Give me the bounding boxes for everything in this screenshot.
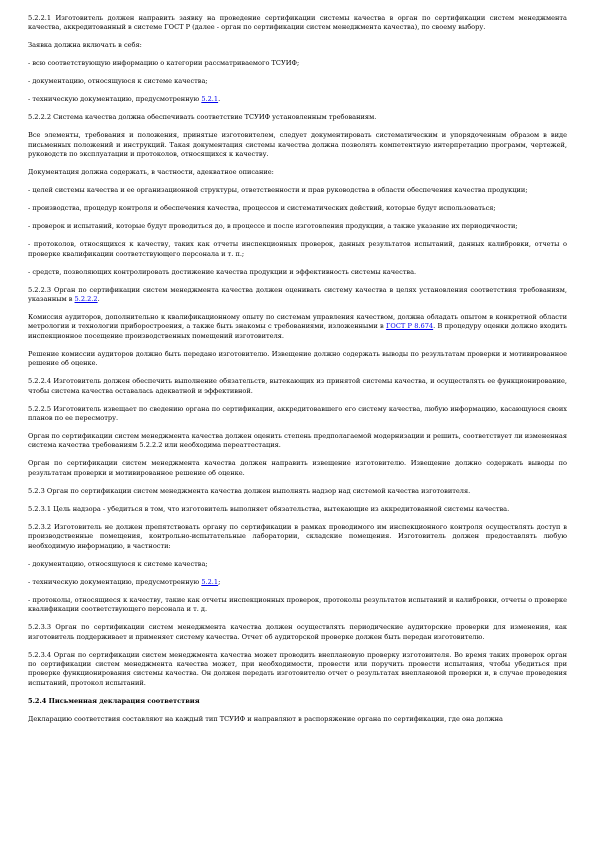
paragraph-text: Комиссия аудиторов, дополнительно к квалификационному опыту по системам управления качеством, должна обладать опытом в конкретной области метрологии и технологии приборостроения, а также быть знакомы с требованиями, изложенными в [28, 313, 567, 331]
paragraph-text: 5.2.3.2 Изготовитель не должен препятствовать органу по сертификации в рамках проводимого им инспекционного контроля осуществлять доступ в производственные помещения, контрольно-испытательные лаборатории, складские помещения. Изготовитель должен предоставлять любую необходимую информацию, в частности: [28, 522, 567, 550]
paragraph [28, 715, 567, 724]
paragraph-text: - техническую документацию, предусмотренную [28, 95, 202, 104]
paragraph [28, 697, 567, 706]
reference-link[interactable]: 5.2.2.2 [74, 295, 98, 304]
paragraph-text: Решение комиссии аудиторов должно быть передано изготовителю. Извещение должно содержать выводы по результатам проверки и мотивированное решение об оценке. [28, 349, 567, 368]
paragraph [28, 623, 567, 642]
paragraph [28, 578, 567, 587]
paragraph-text: Орган по сертификации систем менеджмента качества должен оценить степень предполагаемой модернизации и решить, соответствует ли измененная система качества требованиям 5.2.2.2 или необходима переаттестация. [28, 432, 567, 450]
paragraph [28, 240, 567, 259]
paragraph [28, 523, 567, 551]
reference-link[interactable]: ГОСТ Р 8.674 [386, 322, 434, 331]
paragraph [28, 350, 567, 369]
paragraph-text: Все элементы, требования и положения, принятые изготовителем, следует документировать систематическим и упорядоченным образом в виде письменных положений и инструкций. Такая документация системы качества должна позволять компетентную интерпретацию программ, чертежей, руководств по эксплуатации и протоколов, относящихся к качеству. [28, 131, 567, 159]
paragraph [28, 168, 567, 177]
paragraph-text: 5.2.3.3 Орган по сертификации систем менеджмента качества должен осуществлять периодические аудиторские проверки для изменения, как изготовитель поддерживает и применяет систему качества. Отчет об аудиторской проверке должен быть передан изготовителю. [28, 623, 567, 641]
paragraph-text: 5.2.2.2 Система качества должна обеспечивать соответствие ТСУИФ установленным требованиям. [28, 113, 377, 122]
paragraph-text: 5.2.3.4 Орган по сертификации систем менеджмента качества может проводить внеплановую проверку изготовителя. Во время таких проверок орган по сертификации систем менеджмента качества может, при необходимости, провести или поручить провести испытания, чтобы убедиться при проверке функционирования системы качества. Он должен передать изготовителю отчет о результатах внеплановой проверки и, в случае проведения испытаний, протокол испытаний. [28, 650, 567, 687]
paragraph-text: 5.2.3 Орган по сертификации систем менеджмента качества должен выполнять надзор над системой качества изготовителя. [28, 486, 471, 495]
paragraph [28, 131, 567, 159]
paragraph [28, 405, 567, 424]
paragraph-text: - целей системы качества и ее организационной структуры, ответственности и прав руководства в области обеспечения качества продукции; [28, 186, 528, 195]
paragraph-text: Орган по сертификации систем менеджмента качества должен направить извещение изготовителю. Извещение должно содержать выводы по результатам проверки и мотивированное решение об оценке. [28, 459, 567, 477]
paragraph [28, 286, 567, 305]
paragraph-text: - техническую документацию, предусмотренную [28, 577, 202, 586]
paragraph [28, 459, 567, 478]
paragraph-text: Документация должна содержать, в частности, адекватное описание: [28, 168, 274, 177]
paragraph-text: - протоколов, относящихся к качеству, таких как отчеты инспекционных проверок, данных результатов испытаний, данных калибровки, отчеты о проверке квалификации соответствующего персонала и т. п.; [28, 240, 567, 258]
paragraph-text: 5.2.2.5 Изготовитель извещает по сведению органа по сертификации, аккредитовавшего его систему качества, любую информацию, касающуюся своих планов по ее пересмотру. [28, 404, 567, 423]
paragraph-text: ; [218, 577, 221, 586]
paragraph-text: - протоколы, относящиеся к качеству, такие как отчеты инспекционных проверок, протоколы результатов испытаний и калибровки, отчеты о проверке квалификации соответствующего персонала и т. д. [28, 595, 567, 614]
paragraph [28, 77, 567, 86]
paragraph-text: - проверок и испытаний, которые будут проводиться до, в процессе и после изготовления продукции, а также указание их периодичности; [28, 222, 518, 231]
paragraph-text: - документацию, относящуюся к системе качества; [28, 559, 208, 568]
paragraph [28, 505, 567, 514]
paragraph [28, 204, 567, 213]
paragraph-text: - всю соответствующую информацию о категории рассматриваемого ТСУИФ; [28, 59, 300, 68]
paragraph [28, 268, 567, 277]
paragraph [28, 377, 567, 396]
paragraph-text: . [218, 95, 221, 104]
paragraph [28, 596, 567, 615]
paragraph-text: . В процедуру оценки должно входить инспекционное посещение производственных помещений изготовителя. [28, 322, 567, 340]
paragraph-text: 5.2.3.1 Цель надзора - убедиться в том, что изготовитель выполняет обязательства, вытекающие из аккредитованной системы качества. [28, 504, 510, 513]
paragraph-text: 5.2.2.1 Изготовитель должен направить заявку на проведение сертификации системы качества в орган по сертификации систем менеджмента качества, аккредитованный в системе ГОСТ Р (далее - орган по сертификации систем менеджмента качества), по своему выбору. [28, 14, 567, 32]
paragraph [28, 432, 567, 451]
paragraph [28, 59, 567, 68]
paragraph [28, 14, 567, 33]
paragraph-text: - документацию, относящуюся к системе качества; [28, 77, 208, 86]
paragraph [28, 186, 567, 195]
paragraph [28, 113, 567, 122]
paragraph [28, 651, 567, 689]
paragraph [28, 41, 567, 50]
paragraph [28, 560, 567, 569]
paragraph [28, 222, 567, 231]
paragraph-text: - производства, процедур контроля и обеспечения качества, процессов и систематических действий, которые будут использоваться; [28, 204, 496, 213]
paragraph-text: 5.2.2.3 Орган по сертификации систем менеджмента качества должен оценивать систему качества в целях установления соответствия требованиям, указанным в [28, 285, 567, 304]
paragraph-text: . [97, 295, 100, 304]
paragraph-text: Заявка должна включать в себя: [28, 41, 142, 50]
reference-link[interactable]: 5.2.1 [201, 577, 219, 586]
paragraph-text: Декларацию соответствия составляют на каждый тип ТСУИФ и направляют в распоряжение органа по сертификации, где она должна [28, 714, 503, 723]
paragraph-text: - средств, позволяющих контролировать достижение качества продукции и эффективность системы качества. [28, 267, 417, 276]
paragraph-text: 5.2.2.4 Изготовитель должен обеспечить выполнение обязательств, вытекающих из принятой системы качества, и осуществлять ее функционирование, чтобы система качества оставалась адекватной и эффективной. [28, 377, 567, 395]
paragraph [28, 95, 567, 104]
reference-link[interactable]: 5.2.1 [201, 95, 219, 104]
paragraph [28, 313, 567, 341]
paragraph [28, 487, 567, 496]
paragraph-text: 5.2.4 Письменная декларация соответствия [28, 696, 200, 705]
